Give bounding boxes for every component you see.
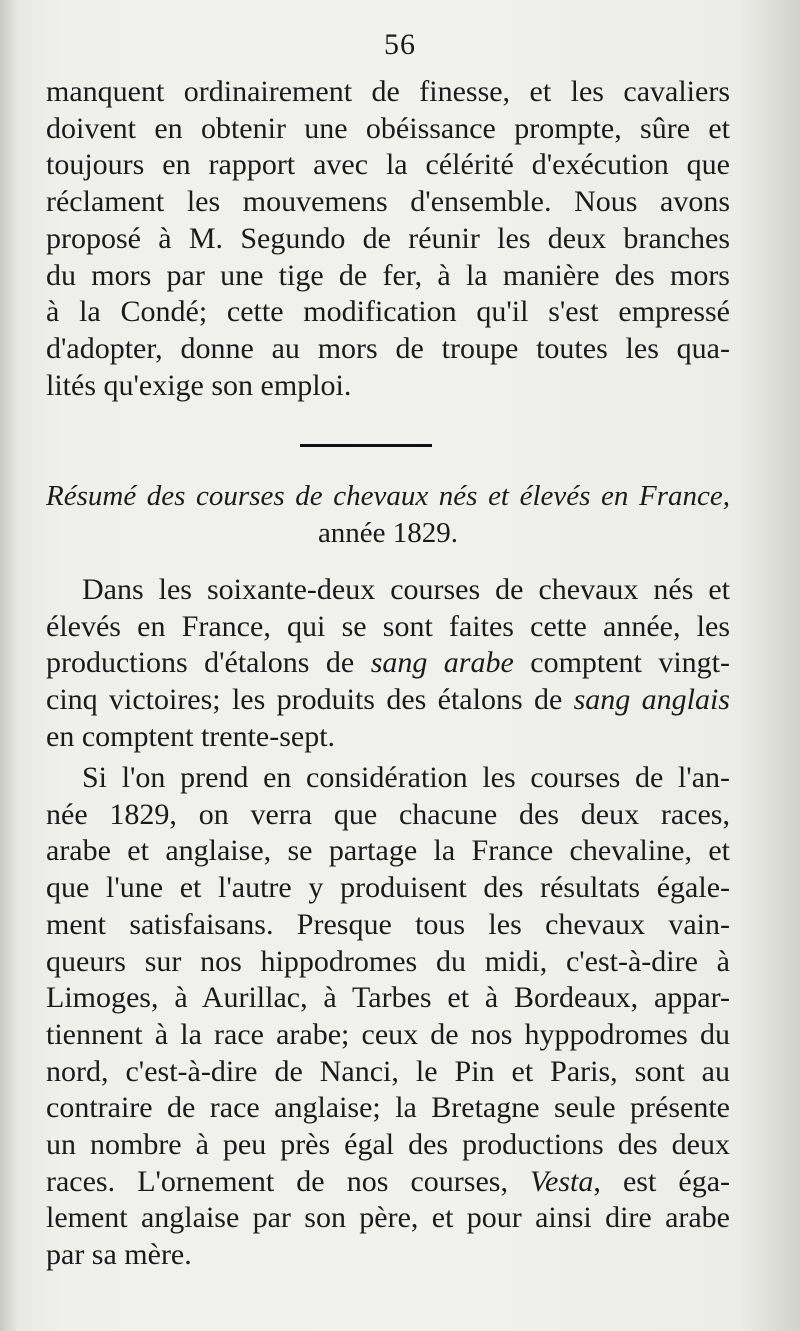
text-line: par sa mère. (46, 1238, 192, 1272)
paragraph-3 (46, 760, 730, 1274)
text-fragment: productions d'étalons de (46, 646, 371, 680)
text-line: toujours en rapport avec la célérité d'exécution que (46, 148, 730, 182)
section-divider (300, 444, 432, 447)
text-line: lement anglaise par son père, et pour ainsi dire arabe (46, 1201, 730, 1235)
text-line: du mors par une tige de fer, à la manière des mors (46, 258, 730, 292)
text-line: proposé à M. Segundo de réunir les deux branches (46, 221, 730, 255)
paragraph-2 (46, 572, 730, 756)
page-number: 56 (384, 28, 416, 61)
text-line: nord, c'est-à-dire de Nanci, le Pin et Paris, sont au (46, 1054, 730, 1088)
heading-year: année 1829. (317, 517, 459, 549)
text-line: manquent ordinairement de finesse, et les cavaliers (46, 75, 730, 108)
text-line: née 1829, on verra que chacune des deux races, (46, 797, 730, 831)
text-line: réclament les mouvemens d'ensemble. Nous avons (46, 185, 730, 219)
text-line: à la Condé; cette modification qu'il s'est empressé (46, 295, 730, 329)
text-line: un nombre à peu près égal des productions des deux (46, 1128, 730, 1162)
text-fragment: comptent vingt- (513, 646, 730, 680)
text-line: tiennent à la race arabe; ceux de nos hyppodromes du (46, 1017, 730, 1051)
text-line: contraire de race anglaise; la Bretagne seule présente (46, 1091, 730, 1125)
text-fragment: , est éga- (593, 1164, 730, 1198)
text-fragment: races. L'ornement de nos courses, (46, 1164, 531, 1198)
text-line (46, 1164, 730, 1201)
text-line: Limoges, à Aurillac, à Tarbes et à Bordeaux, appar- (46, 981, 730, 1015)
italic-term-sang-anglais: sang anglais (573, 683, 730, 717)
text-line: queurs sur nos hippodromes du midi, c'est-à-dire à (46, 944, 730, 978)
text-line: d'adopter, donne au mors de troupe toutes les qua- (46, 331, 730, 365)
text-line: élevés en France, qui se sont faites cette année, les (46, 609, 730, 643)
text-line: Si l'on prend en considération les courses de l'an- (82, 761, 730, 794)
text-fragment: cinq victoires; les produits des étalons de (46, 683, 574, 717)
text-line: doivent en obtenir une obéissance prompte, sûre et (46, 111, 730, 145)
paragraph-1 (46, 74, 730, 404)
text-line: lités qu'exige son emploi. (46, 368, 352, 402)
heading-title: Résumé des courses de chevaux nés et élevés en France, (46, 480, 730, 512)
text-line: en comptent trente-sept. (46, 719, 336, 753)
italic-name-vesta: Vesta (530, 1164, 594, 1198)
text-line: arabe et anglaise, se partage la France chevaline, et (46, 834, 730, 868)
text-line: ment satisfaisans. Presque tous les chevaux vain- (46, 907, 730, 941)
text-line (46, 645, 730, 682)
text-line: que l'une et l'autre y produisent des résultats égale- (46, 871, 730, 905)
text-line: Dans les soixante-deux courses de chevaux nés et (82, 573, 730, 606)
text-line (46, 682, 730, 719)
italic-term-sang-arabe: sang arabe (370, 646, 514, 680)
section-heading (46, 478, 730, 552)
